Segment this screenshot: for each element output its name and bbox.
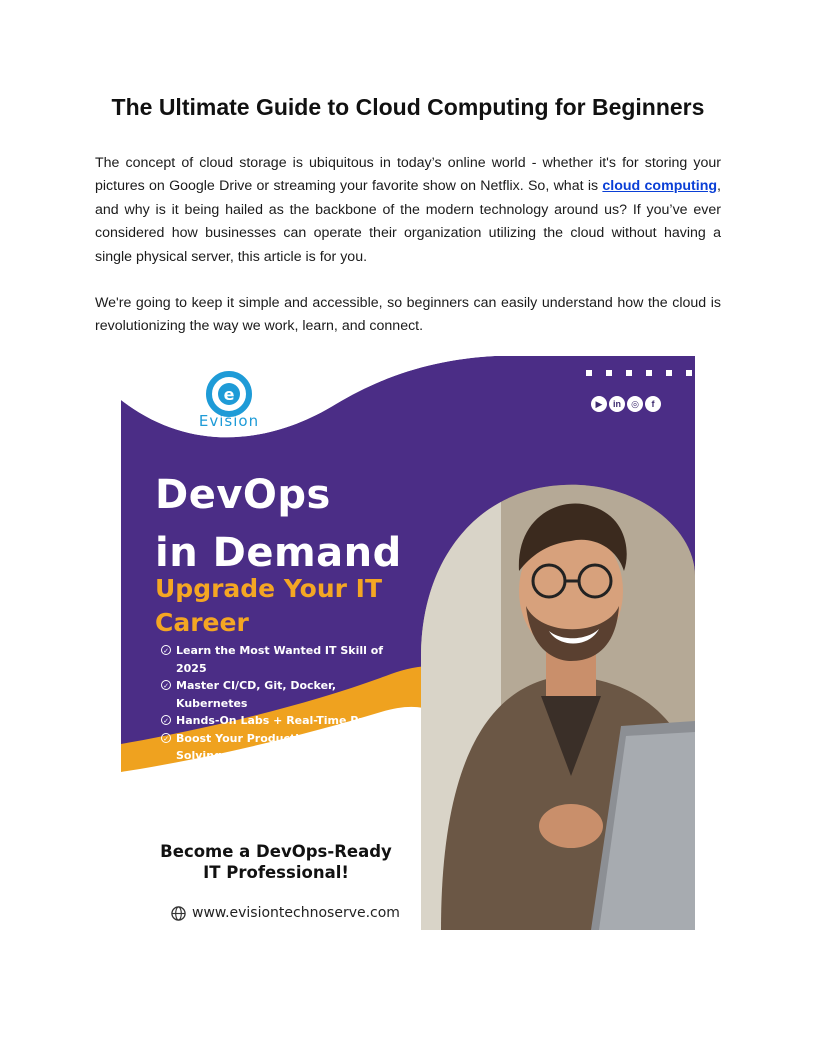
social-icons <box>591 396 661 412</box>
intro-text-end: , and why is it being hailed as the backbone of the modern technology around us? If you’ve ever considered how businesses can operate their organization utilizing the cloud without having a single physical server, this article is for you. <box>95 178 721 265</box>
check-icon: ✓ <box>161 733 171 743</box>
website-url: www.evisiontechnoserve.com <box>192 905 400 921</box>
website-line <box>171 905 400 921</box>
linkedin-icon: in <box>609 396 625 412</box>
globe-icon <box>171 906 186 921</box>
youtube-icon: ▶ <box>591 396 607 412</box>
decorative-dots <box>586 370 692 376</box>
evision-logo-icon <box>189 366 269 446</box>
intro-paragraph <box>95 152 721 269</box>
check-icon: ✓ <box>161 680 171 690</box>
second-paragraph: We're going to keep it simple and accessible, so beginners can easily understand how the cloud is revolutionizing the way we work, learn, and connect. <box>95 295 721 335</box>
cta-line-2: IT Professional! <box>203 863 349 882</box>
check-icon: ✓ <box>161 645 171 655</box>
devops-banner-image <box>121 356 695 930</box>
intro-text-start: The concept of cloud storage is ubiquitous in today’s online world - whether it's for storing your pictures on Google Drive or streaming your favorite show on Netflix. So, what is <box>95 155 721 195</box>
article-body <box>95 152 721 362</box>
headline-line-1: DevOps <box>155 472 331 518</box>
page-title: The Ultimate Guide to Cloud Computing for Beginners <box>111 94 705 120</box>
instagram-icon: ◎ <box>627 396 643 412</box>
banner-cta <box>151 841 401 883</box>
feature-item: ✓ Hands-On Labs + Real-Time Projects <box>161 712 411 730</box>
logo-text: Evision <box>198 412 260 430</box>
cta-line-1: Become a DevOps-Ready <box>160 842 392 861</box>
banner-subheadline: Upgrade Your IT Career <box>155 574 383 637</box>
feature-item: ✓ Boost Your Productivity & Problem-Solving <box>161 730 411 765</box>
feature-item: ✓ Learn the Most Wanted IT Skill of 2025 <box>161 642 411 677</box>
headline-line-2: in Demand <box>155 530 402 576</box>
banner-headline <box>155 466 402 582</box>
check-icon: ✓ <box>161 715 171 725</box>
cloud-computing-link[interactable]: cloud computing <box>602 178 718 195</box>
check-icon: ✓ <box>161 768 171 778</box>
svg-text:e: e <box>223 385 235 404</box>
feature-item: ✓ Master CI/CD, Git, Docker, Kubernetes <box>161 677 411 712</box>
facebook-icon: f <box>645 396 661 412</box>
feature-list <box>161 642 411 800</box>
feature-item: ✓ Perfect for Freshers, IT Support & Developers <box>161 765 411 800</box>
